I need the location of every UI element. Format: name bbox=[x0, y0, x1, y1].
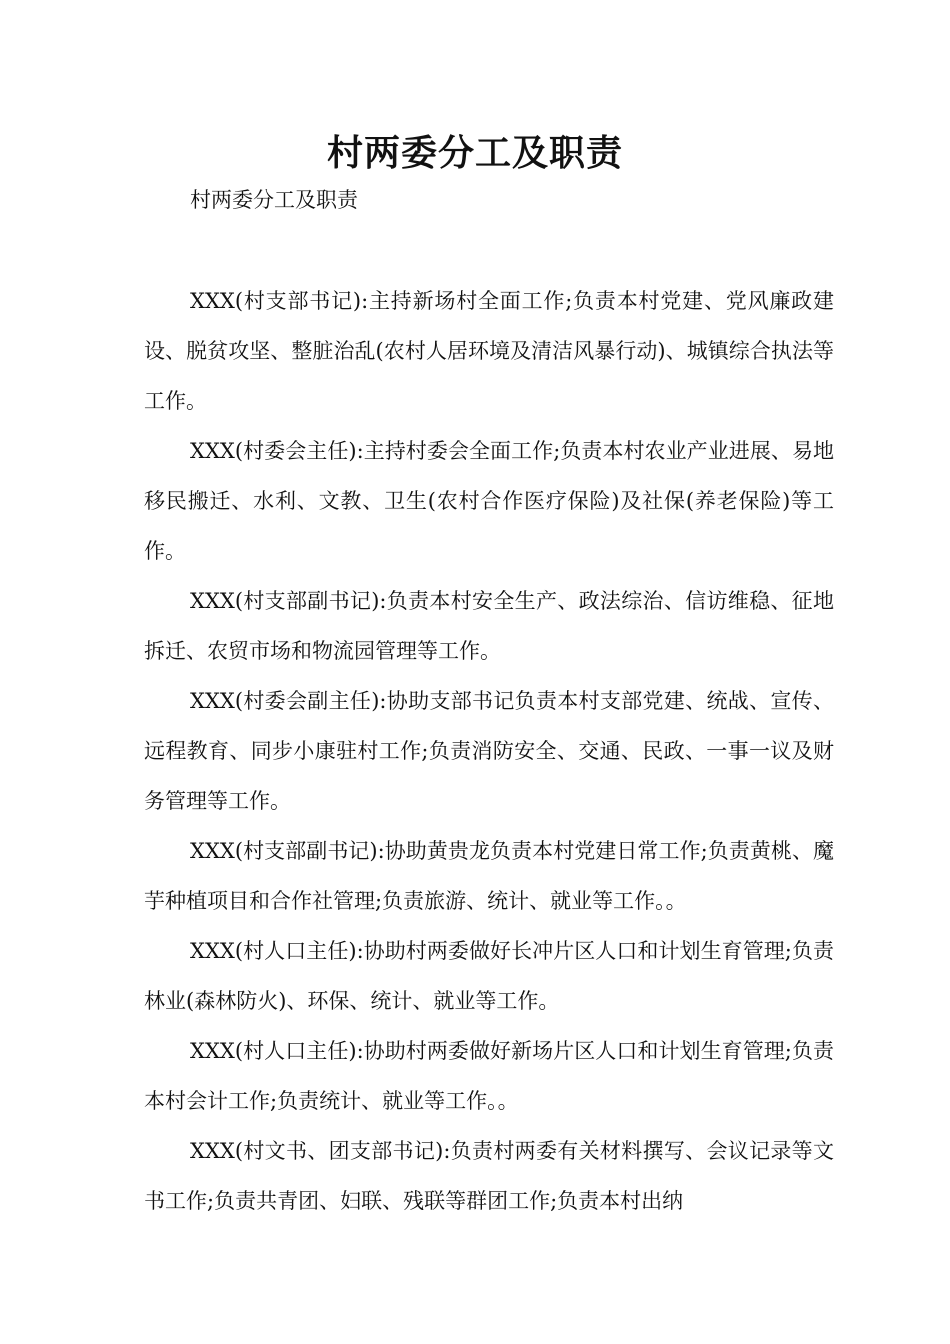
paragraph-deputy-secretary-1: XXX(村支部副书记):负责本村安全生产、政法综治、信访维稳、征地拆迁、农贸市场和物流园管理等工作。 bbox=[144, 589, 834, 663]
paragraph-party-secretary: XXX(村支部书记):主持新场村全面工作;负责本村党建、党风廉政建设、脱贫攻坚、整脏治乱(农村人居环境及清洁风暴行动)、城镇综合执法等工作。 bbox=[144, 289, 834, 413]
document-title: 村两委分工及职责 bbox=[326, 132, 623, 174]
document-subtitle: 村两委分工及职责 bbox=[190, 188, 358, 212]
paragraph-village-director: XXX(村委会主任):主持村委会全面工作;负责本村农业产业进展、易地移民搬迁、水利、文教、卫生(农村合作医疗保险)及社保(养老保险)等工作。 bbox=[144, 439, 834, 563]
document-body bbox=[144, 276, 834, 1226]
paragraph-clerk: XXX(村文书、团支部书记):负责村两委有关材料撰写、会议记录等文书工作;负责共青团、妇联、残联等群团工作;负责本村出纳 bbox=[144, 1139, 834, 1213]
paragraph-deputy-secretary-2: XXX(村支部副书记):协助黄贵龙负责本村党建日常工作;负责黄桃、魔芋种植项目和合作社管理;负责旅游、统计、就业等工作。。 bbox=[144, 839, 834, 913]
paragraph-deputy-director: XXX(村委会副主任):协助支部书记负责本村支部党建、统战、宣传、远程教育、同步小康驻村工作;负责消防安全、交通、民政、一事一议及财务管理等工作。 bbox=[144, 689, 834, 813]
paragraph-population-director-2: XXX(村人口主任):协助村两委做好新场片区人口和计划生育管理;负责本村会计工作;负责统计、就业等工作。。 bbox=[144, 1039, 834, 1113]
paragraph-population-director-1: XXX(村人口主任):协助村两委做好长冲片区人口和计划生育管理;负责林业(森林防火)、环保、统计、就业等工作。 bbox=[144, 939, 834, 1013]
